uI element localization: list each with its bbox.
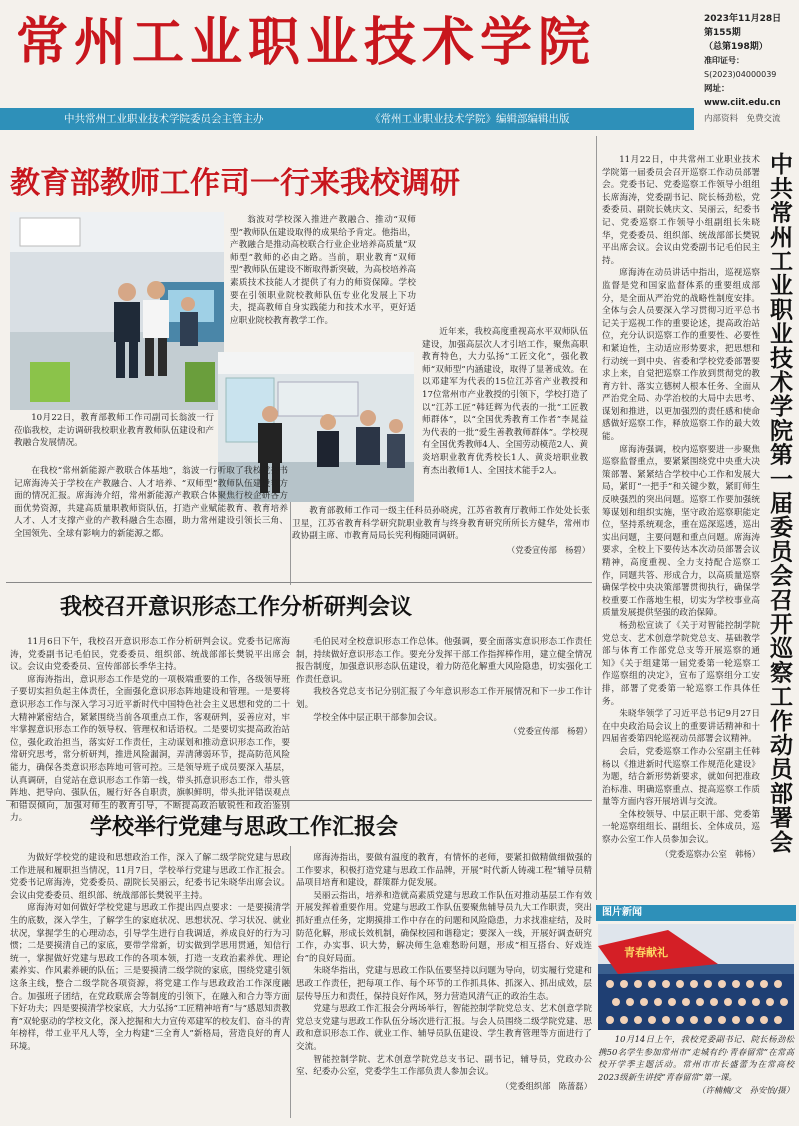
total-issue-number: （总第198期） bbox=[704, 42, 768, 52]
article2-col-right bbox=[296, 636, 592, 798]
article3-paragraph-3: 席海涛指出，要做有温度的教育，有情怀的老师，要紧扣做精做细做强的工作要求，积极打造党建与思政工作品牌，开展“时代新人铸魂工程”辅导员精品项目培育和建设，群策群力促发展。 bbox=[296, 853, 592, 889]
publisher-banner bbox=[0, 108, 694, 130]
article1-paragraph-3: 近年来，我校高度重视高水平双师队伍建设，加强高层次人才引培工作，聚焦高职教育特色，大力弘扬“工匠文化”，强化教师“双师型”内涵建设，取得了显著成效。在以邓建军为代表的15位江苏省产业教授和17位常州市产业教授的引领下，学校打造了以“江苏工匠”韩廷辉为代表的一批“工匠教师群体”，以“全国优秀教育工作者”李晁益为代表的一批“爱生善教教师群体”。学校现有全国优秀教师4人、全国劳动模范2人、黄炎培职业教育优秀校长1人、黄炎培职业教育杰出教师1人、全国技术能手2人。 bbox=[422, 327, 588, 476]
banner-organizer: 中共常州工业职业技术学院委员会主管主办 bbox=[64, 113, 264, 125]
banner-editor: 《常州工业职业技术学院》编辑部编辑出版 bbox=[370, 113, 570, 125]
article4-col bbox=[602, 154, 760, 900]
article1-paragraph-2: 翁波对学校深入推进产教融合、推动“双师型”教师队伍建设取得的成果给予肯定。他指出，产教融合是推动高校联合行业企业培养高质量“双师型”教师的必由之路。当前，职业教育“双师型”教师队伍建设不断取得新突破，为高校培养高素质技术技能人才提供了有力的师资保障。学校要在引领职业院校教师队伍专业化发展上下功夫，提高教师自身实践能力和技术水平，更好适应职业院校教育教学工作。 bbox=[230, 215, 416, 326]
photo-news-caption-text: 10月14日上午，我校党委副书记、院长杨劲松携50名学生参加常州市“走城有约·青春留常”在常高校开学季主题活动。常州市市长盛蕾为在常高校2023级新生讲授“青春留常”第一课。 bbox=[598, 1034, 794, 1082]
article1-caption-text: 10月22日，教育部教师工作司副司长翁波一行莅临我校，走访调研我校职业教育教师队伍建设和产教融合发展情况。 bbox=[14, 413, 214, 449]
article2-col-left bbox=[10, 636, 290, 824]
article3-col-left bbox=[10, 852, 290, 1122]
issue-info bbox=[704, 12, 796, 126]
article2-headline: 我校召开意识形态工作分析研判会议 bbox=[60, 594, 413, 620]
article3-paragraph-2: 席海涛对如何做好学校党建与思政工作提出四点要求：一是要摸清学生的底数，深入学生，了解学生的家庭状况、思想状况、学习状况、就业状况，掌握学生的心理动态，引导学生进行自我调适，养成良好的行为习惯；二是要摸清自己的家底，要带学常新，切实做到学思用贯通，知信行统一，掌握做好党建与思政工作的各项本领，打造一支政治素养优、理论素养实、作风素养硬的队伍；三是要摸清二级学院的家底，围绕党建引领这条主线，整合二级学院各项资源，将党建工作与思政政治工作深度融合。加强班子团结，在党政联席会等制度的引领下，在融入和合力等方面下好功夫；四是要摸清学校家底，大力弘扬“工匠精神培育”与“感恩知责教育”双轮驱动的学校文化，深入挖掘和大力宣传邓建军的校友们、奋斗的青年榜样，带工业平凡人等，全力构建“三全育人”新格局，营造良好的育人环境。 bbox=[10, 903, 290, 1052]
section-divider-1 bbox=[6, 582, 592, 583]
article2-paragraph-5: 学校全体中层正职干部参加会议。 bbox=[313, 712, 443, 723]
article3-headline: 学校举行党建与思政工作汇报会 bbox=[90, 814, 399, 840]
column-divider-right bbox=[596, 136, 597, 900]
article3-paragraph-5: 朱晓华指出，党建与思政工作队伍要坚持以问题为导向，切实履行党建和思政工作责任，把每项工作、每个环节的工作抓具体、抓深入、抓出成效，层层传导压力和责任，保持良好作风，努力营造风清气正的政治生态。 bbox=[296, 966, 592, 1002]
article1-col-top bbox=[230, 214, 416, 352]
article1-col-bottom-left bbox=[14, 465, 288, 580]
article3-paragraph-6: 党建与思政工作汇报会分两场举行，智能控制学院党总支、艺术创意学院党总支党建与思政工作队伍分场次进行汇报。与会人员围绕二级学院党建、思政和意识形态工作、就业工作、辅导员队伍建设、学生教育管理等方面进行了交流。 bbox=[296, 1004, 592, 1052]
article4-headline: 中共常州工业职业技术学院第一届委员会召开巡察工作动员部署会 bbox=[766, 152, 793, 854]
article3-paragraph-4: 吴丽云指出，培养和造就高素质党建与思政工作队伍对推动基层工作有效开展发挥着重要作用。党建与思政工作队伍要聚焦辅导员九大工作职责，突出抓好重点任务，定期摸排工作中存在的问题和风险隐患，力求找准症结，及时防范化解，形成长效机制，确保校园和谐稳定；要深入一线，开展好调查研究工作，办实事、识大势，解决师生急难愁盼问题，形成“相互搭台、好戏连台”的良好局面。 bbox=[296, 890, 592, 964]
permit-number: S(2023)04000039 bbox=[704, 70, 777, 79]
article4-paragraph-5: 朱晓华领学了习近平总书记9月27日在中央政治局会议上的重要讲话精神和十四届省委第四轮巡视动员部署会议精神。 bbox=[602, 709, 760, 745]
article1-col-bottom-right bbox=[292, 505, 590, 580]
article4-paragraph-2: 席海涛在动员讲话中指出，巡视巡察监督是党和国家监督体系的重要组成部分，是全面从严治党的战略性制度安排。全体与会人员要深入学习贯彻习近平总书记关于巡视工作的重要论述，提高政治站位，充分认识巡察工作的重要性、必要性和紧迫性，主动适应形势要求，把思想和行动统一到中央、省委和学校党委部署要求上来，自觉把巡察工作放到贯彻党的教育方针、落实立德树人根本任务、全面从严治党全局、办学治校的大局中去思考、谋划和推进，以更加强烈的责任感和使命感做好巡察工作，释放巡察工作的最大效能。 bbox=[602, 268, 760, 443]
article3-byline: （党委组织部 陈蔷磊） bbox=[500, 1080, 592, 1091]
article1-paragraph-4: 教育部教师工作司一级主任科员孙晓虎，江苏省教育厅教师工作处处长张卫星，江苏省教育科学研究院职业教育与终身教育研究所所长方健华，常州市政协副主席、市教育局局长宪利梅随同调研。 bbox=[292, 506, 590, 542]
article3-paragraph-7: 智能控制学院、艺术创意学院党总支书记、副书记，辅导员，党政办公室、纪委办公室，党委学生工作部负责人参加会议。 bbox=[296, 1054, 592, 1078]
column-divider-article3 bbox=[290, 846, 291, 1118]
photo-news-image bbox=[598, 924, 794, 1030]
article1-photo-caption bbox=[14, 412, 214, 450]
article2-byline: （党委宣传部 杨碧） bbox=[509, 726, 592, 737]
issue-number: 第155期 bbox=[704, 28, 741, 38]
article4-paragraph-6: 会后，党委巡察工作办公室副主任韩杨以《推进新时代巡察工作规范化建设》为题，结合新形势新要求，就如何把准政治标准、明确巡察重点、提高巡察工作质量等方面内容开展培训与交流。 bbox=[602, 746, 760, 808]
article4-paragraph-7: 全体校领导、中层正职干部、党委第一轮巡察组组长、副组长、全体成员，巡察办公室工作人员参加会议。 bbox=[602, 809, 760, 846]
permit-label: 准印证号： bbox=[704, 56, 744, 65]
photo-news-caption bbox=[598, 1033, 794, 1097]
article3-col-right bbox=[296, 852, 592, 1122]
photo-news-banner-text: 青春献礼 bbox=[624, 946, 668, 959]
website-link[interactable]: 网址：www.ciit.edu.cn bbox=[704, 84, 781, 108]
article1-byline: （党委宣传部 杨碧） bbox=[507, 544, 590, 555]
article2-paragraph-2: 席海涛指出，意识形态工作是党的一项极端重要的工作，各级领导班子要切实担负起主体责任，全面强化意识形态阵地建设和管理。一是要将意识形态工作与深入学习习近平新时代中国特色社会主义思想和党的二十大精神紧密结合，紧紧围绕当前各项重点工作，客观研判，妥善应对，牢牢掌握意识形态工作的领导权、管理权和话语权。二是要切实提高政治站位，强化政治担当，落实好工作责任，主动谋划和推动意识形态工作，要常研究思考，常分析研判，推进风险漏洞，弄清薄弱环节，提高防范风险能力，确保各类意识形态阵地可管可控。三是领导班子成员要深入基层，认真调研，自觉站在意识形态工作第一线，带头抓意识形态工作，带头管阵地、把导向、强队伍，履行好各自职责，旗帜鲜明，带头批评错误观点和错误倾向，加强对师生的教育引导，不断提高政治敏锐性和政治鉴别力。 bbox=[10, 674, 290, 824]
article2-paragraph-3: 毛伯民对全校意识形态工作总体。他强调，要全面落实意识形态工作责任制，持续做好意识形态工作。要充分发挥干部工作指挥棒作用，建立健全情况报告制度，加强意识形态队伍建设，着力防范化解重大风险隐患，切实强化工作责任意识。 bbox=[296, 637, 592, 685]
article3-paragraph-1: 为做好学校党的建设和思想政治工作，深入了解二级学院党建与思政工作进展和履职担当情况，11月7日，学校举行党建与思政工作汇报会。党委书记席海涛，党委委员、副院长吴丽云，纪委书记朱晓华出席会议。会议由党委委员、组织部、统战部部长樊锐平主持。 bbox=[10, 853, 290, 901]
article2-paragraph-1: 11月6日下午，我校召开意识形态工作分析研判会议。党委书记席海涛，党委副书记毛伯民，党委委员、组织部、统战部部长樊锐平出席会议。会议由党委委员、宣传部部长季华主持。 bbox=[10, 637, 290, 673]
newspaper-title: 常州工业职业技术学院 bbox=[16, 12, 597, 73]
article1-headline: 教育部教师工作司一行来我校调研 bbox=[10, 166, 460, 201]
photo-news-label: 图片新闻 bbox=[596, 905, 796, 921]
article4-paragraph-1: 11月22日，中共常州工业职业技术学院第一届委员会召开巡察工作动员部署会。党委书记、党委巡察工作领导小组组长席海涛，党委副书记、院长杨劲松，党委委员、副院长姚庆文、吴丽云，纪委书记、党委巡察工作领导小组副组长朱晓华，党委委员、组织部、统战部部长樊锐平出席会议。会议由党委副书记毛伯民主持。 bbox=[602, 155, 760, 266]
photo-visit-exhibition bbox=[10, 212, 224, 410]
article1-paragraph-1: 在我校“常州新能源产教联合体基地”，翁波一行听取了我校党委书记席海涛关于学校在产教融合、人才培养、“双师型”教师队伍建设等方面的情况汇报。席海涛介绍，常州新能源产教联合体聚焦行校企研各方面优势资源，共建高质量职教师资队伍，打造产业赋能教育、教育培养人才、人才支撑产业的产教科融合生态圈，助力常州建设引领长三角、全国领先、全球有影响力的新能源之都。 bbox=[14, 466, 288, 539]
distribution-tag: 内部资料 免费交流 bbox=[704, 114, 781, 124]
article4-byline: （党委巡察办公室 韩杨） bbox=[660, 848, 760, 859]
issue-date: 2023年11月28日 bbox=[704, 14, 782, 24]
article1-col-right bbox=[422, 326, 588, 500]
article2-paragraph-4: 我校各党总支书记分别汇报了今年意识形态工作开展情况和下一步工作计划。 bbox=[296, 687, 592, 710]
article4-paragraph-4: 杨劲松宣读了《关于对智能控制学院党总支、艺术创意学院党总支、基础教学部与体育工作部党总支等开展巡察的通知》《关于组建第一届党委第一轮巡察工作巡察组的决定》，宣布了巡察组分工安排，部署了党委第一轮巡察工作具体任务。 bbox=[602, 620, 760, 707]
article4-paragraph-3: 席海涛强调，校内巡察要进一步聚焦巡察监督重点，要紧紧围绕党中央重大决策部署、紧紧结合学校中心工作和发展大局，紧盯“一把手”和关键少数，紧盯师生反映强烈的突出问题。巡察工作要加强统筹谋划和组织实施，坚守政治巡察职能定位，坚持系统观念，重在巡深巡透，巡出实出问题，主要问题和重点问题。席海涛要求，全校上下要传达本次动员部署会议精神，高度重视、全力支持配合巡察工作，同题共答、形成合力，以高质量巡察确保学校中央决策部署贯彻执行，确保学校重要工作落地生根，切实为学校事业高质量发展提供坚强的政治保障。 bbox=[602, 444, 760, 619]
photo-news-credit: （许楠楠/文 孙安怡/摄） bbox=[697, 1085, 794, 1096]
